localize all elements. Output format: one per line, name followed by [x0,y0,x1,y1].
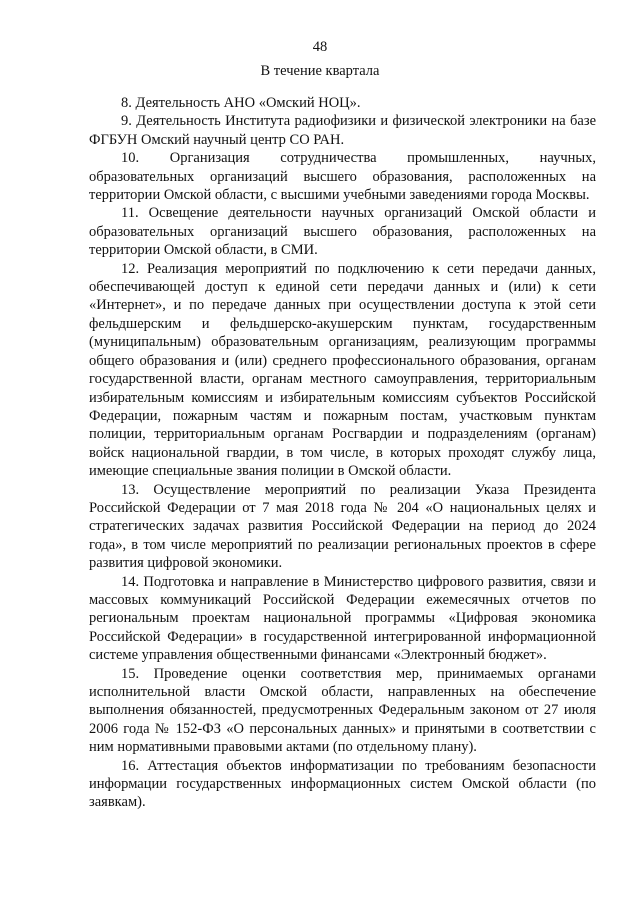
list-item: 8. Деятельность АНО «Омский НОЦ». [121,95,361,111]
section-header: В течение квартала [260,63,380,79]
list-item: 14. Подготовка и направление в Министерство цифрового развития, связи и массовых коммуникаций Российской Федерации ежемесячных отчетов по региональным проектам национальной программы «Цифровая экономика Российской Федерации» в государственной интегрированной информационной системе управления общественными финансами «Электронный бюджет». [89,573,596,664]
list-item: 15. Проведение оценки соответствия мер, принимаемых органами исполнительной власти Омской области, направленных на обеспечение выполнения обязанностей, предусмотренных Федеральным законом от 27 июля 2006 года № 152-ФЗ «О персональных данных» и принятыми в соответствии с ним нормативными правовыми актами (по отдельному плану). [89,665,596,756]
item-list [89,94,596,812]
list-item: 9. Деятельность Института радиофизики и физической электроники на базе ФГБУН Омский научный центр СО РАН. [89,113,596,148]
list-item: 11. Освещение деятельности научных организаций Омской области и образовательных организаций высшего образования, расположенных на территории Омской области, в СМИ. [89,205,596,259]
page-number: 48 [312,39,328,55]
list-item: 13. Осуществление мероприятий по реализации Указа Президента Российской Федерации от 7 мая 2018 года № 204 «О национальных целях и стратегических задачах развития Российской Федерации на период до 2024 года», в том числе мероприятий по реализации региональных проектов в сфере развития цифровой экономики. [89,481,596,572]
list-item: 10. Организация сотрудничества промышленных, научных, образовательных организаций высшего образования, расположенных на территории Омской области, с высшими учебными заведениями города Москвы. [89,150,596,204]
list-item: 12. Реализация мероприятий по подключению к сети передачи данных, обеспечивающей доступ к единой сети передачи данных и (или) к сети «Интернет», и по передаче данных при осуществлении доступа к этой сети фельдшерским и фельдшерско-акушерским пунктам, государственным (муниципальным) образовательным организациям, реализующим программы общего образования и (или) среднего профессионального образования, органам государственной власти, органам местного самоуправления, территориальным избирательным комиссиям и избирательным комиссиям субъектов Российской Федерации, пожарным частям и пожарным постам, участковым пунктам полиции, территориальным органам Росгвардии и подразделениям (органам) войск национальной гвардии, в том числе, в которых проходят службу лица, имеющие специальные звания полиции в Омской области. [89,260,596,480]
list-item: 16. Аттестация объектов информатизации по требованиям безопасности информации государственных информационных систем Омской области (по заявкам). [89,757,596,811]
